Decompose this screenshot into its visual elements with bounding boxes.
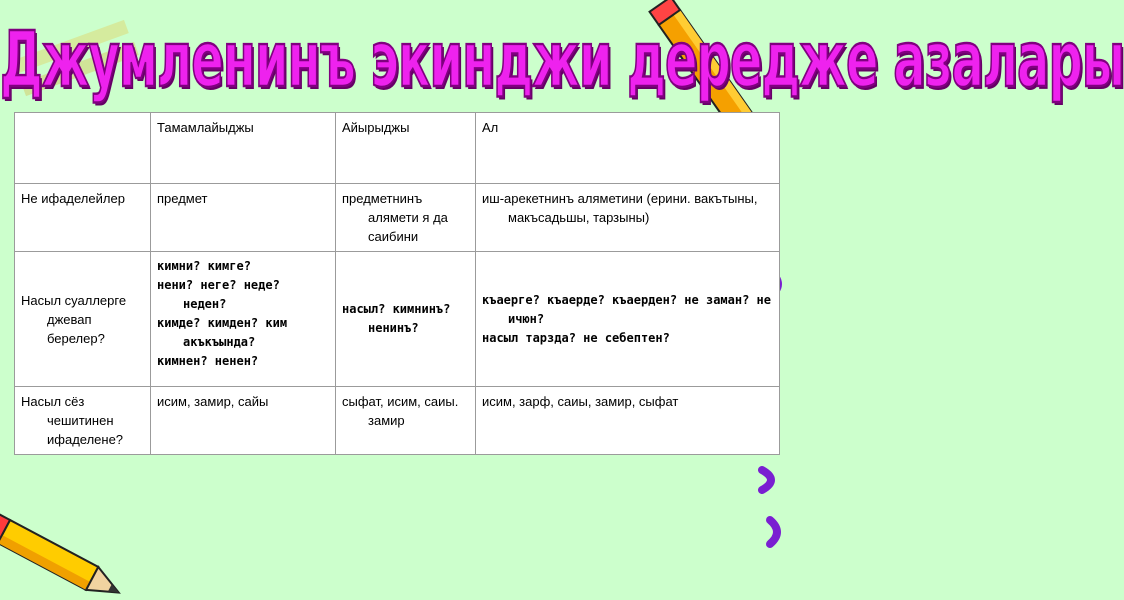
- table-row: [15, 252, 780, 387]
- table-cell: [151, 184, 336, 252]
- cell-line: Насыл сёз чешитинен ифаделене?: [21, 394, 124, 447]
- cell-line: насыл? кимнинъ? ненинъ?: [342, 302, 451, 335]
- page-title: Джумлeнинъ экинджи дeрeджe азалары: [0, 15, 1124, 106]
- cell-line: кимнен? ненен?: [157, 354, 259, 368]
- cell-line: нени? неге? неде? неден?: [157, 278, 280, 311]
- table-cell: [336, 252, 476, 387]
- cell-line: къаерге? къаерде? къаерден? не заман? не ичюн?: [482, 292, 771, 326]
- cell-line: насыл тарзда? не себептен?: [482, 330, 670, 345]
- row-label: [15, 252, 151, 387]
- cell-line: предметнинъ алямети я да саибини: [342, 191, 448, 244]
- comparison-table: [14, 112, 780, 455]
- cell-line: предмет: [157, 191, 208, 206]
- table-cell: [476, 387, 780, 455]
- table-cell: [336, 387, 476, 455]
- cell-line: исим, зарф, саиы, замир, сыфат: [482, 394, 679, 409]
- row-label: Не ифаделейлер: [15, 184, 151, 252]
- header-cell-tamamlayydzhy: Тамамлайыджы: [151, 113, 336, 184]
- row-label: [15, 387, 151, 455]
- header-cell-empty: [15, 113, 151, 184]
- cell-line: кимде? кимден? ким акъкъында?: [157, 316, 288, 349]
- table-row: [15, 387, 780, 455]
- cell-line: кимни? кимге?: [157, 259, 251, 273]
- cell-line: сыфат, исим, саиы. замир: [342, 394, 459, 428]
- cell-line: иш-арекетнинъ аляметини (ерини. вакътыны, макъсадьшы, тарзыны): [482, 191, 758, 225]
- header-cell-ayyrydzhy: Айырыджы: [336, 113, 476, 184]
- cell-line: Насыл суаллерге джевап берелер?: [21, 292, 127, 346]
- cell-line: исим, замир, сайы: [157, 394, 269, 409]
- table-cell: [151, 252, 336, 387]
- table-cell: [151, 387, 336, 455]
- table-header-row: [15, 113, 780, 184]
- table-cell: [476, 252, 780, 387]
- table-row: [15, 184, 780, 252]
- header-cell-al: Ал: [476, 113, 780, 184]
- table-cell: [476, 184, 780, 252]
- pencil-icon: [0, 513, 125, 600]
- table-cell: [336, 184, 476, 252]
